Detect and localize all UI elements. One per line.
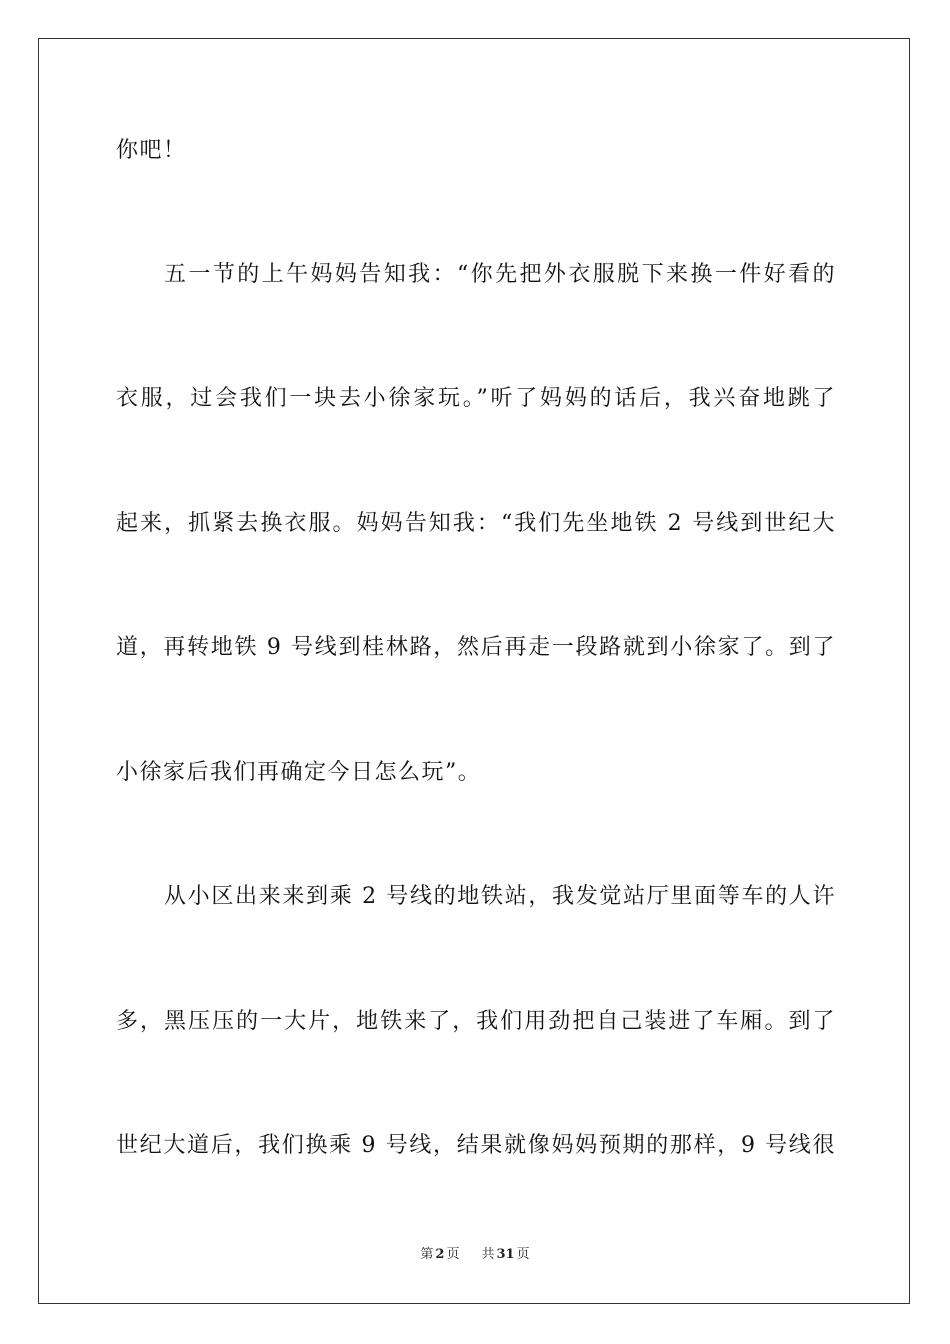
text-line-5: 道，再转地铁 9 号线到桂林路，然后再走一段路就到小徐家了。到了	[116, 635, 836, 660]
total-suffix: 页	[516, 1247, 530, 1262]
text-line-6: 小徐家后我们再确定今日怎么玩”。	[116, 760, 482, 785]
page-number: 2	[435, 1247, 445, 1262]
text-line-7: 从小区出来来到乘 2 号线的地铁站，我发觉站厅里面等车的人许	[164, 884, 836, 909]
page-footer	[0, 1246, 950, 1264]
text-line-4: 起来，抓紧去换衣服。妈妈告知我：“我们先坐地铁 2 号线到世纪大	[116, 511, 836, 536]
text-line-3: 衣服，过会我们一块去小徐家玩。”听了妈妈的话后，我兴奋地跳了	[116, 386, 836, 411]
page-border	[38, 38, 910, 1304]
text-line-8: 多，黑压压的一大片，地铁来了，我们用劲把自己装进了车厢。到了	[116, 1009, 836, 1034]
total-pages: 31	[496, 1247, 515, 1262]
total-prefix: 共	[481, 1247, 495, 1262]
text-line-9: 世纪大道后，我们换乘 9 号线，结果就像妈妈预期的那样，9 号线很	[116, 1133, 836, 1158]
page-suffix: 页	[446, 1247, 460, 1262]
text-line-1: 你吧！	[116, 138, 187, 163]
page-prefix: 第	[420, 1247, 434, 1262]
text-line-2: 五一节的上午妈妈告知我：“你先把外衣服脱下来换一件好看的	[164, 262, 836, 287]
